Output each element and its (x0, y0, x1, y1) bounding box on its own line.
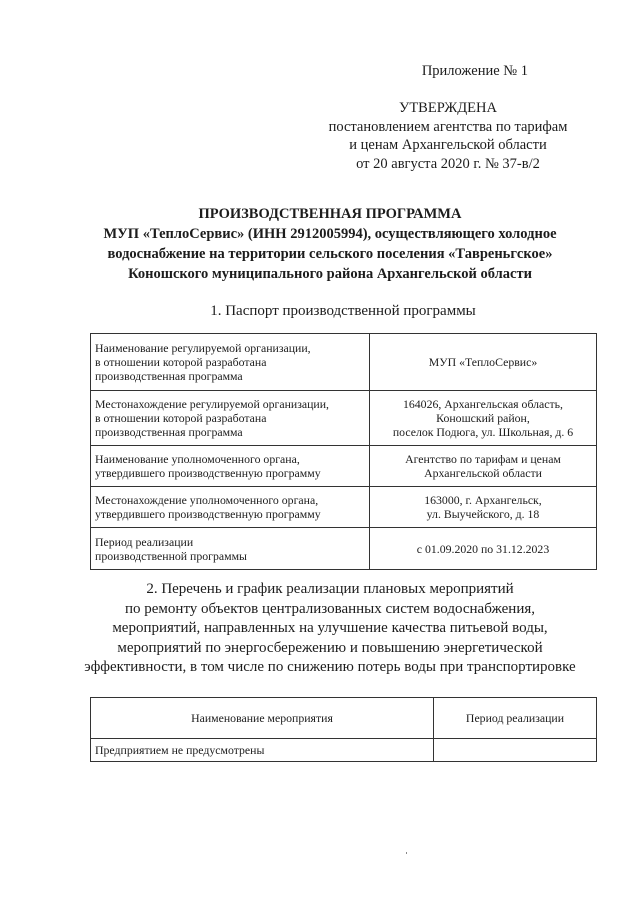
heading-line: эффективности, в том числе по снижению потерь воды при транспортировке (84, 659, 576, 675)
section1-heading: 1. Паспорт производственной программы (210, 303, 476, 319)
passport-value: с 01.09.2020 по 31.12.2023 (370, 528, 597, 570)
title-line: ПРОИЗВОДСТВЕННАЯ ПРОГРАММА (198, 206, 462, 222)
scan-speck (406, 852, 407, 854)
passport-table (90, 333, 597, 570)
table-row (91, 739, 597, 762)
event-cell: Предприятием не предусмотрены (91, 739, 434, 762)
approval-line: и ценам Архангельской области (349, 137, 547, 153)
section2-heading (60, 580, 600, 678)
table-row (91, 487, 597, 528)
heading-line: 2. Перечень и график реализации плановых мероприятий (146, 581, 514, 597)
program-title (60, 204, 600, 284)
approval-block (298, 99, 598, 173)
passport-value: Агентство по тарифам и ценам Архангельской области (370, 446, 597, 487)
appendix-note: Приложение № 1 (421, 63, 528, 79)
heading-line: по ремонту объектов централизованных систем водоснабжения, (124, 600, 535, 617)
passport-label: Наименование регулируемой организации, в отношении которой разработана производственная программа (91, 334, 370, 391)
approval-line: от 20 августа 2020 г. № 37-в/2 (356, 155, 540, 172)
approval-heading: УТВЕРЖДЕНА (399, 100, 497, 116)
events-table (90, 697, 597, 762)
table-header-row (91, 698, 597, 739)
period-cell (434, 739, 597, 762)
passport-label: Наименование уполномоченного органа, утвердившего производственную программу (91, 446, 370, 487)
column-header-period: Период реализации (434, 698, 597, 739)
approval-line: постановлением агентства по тарифам (328, 118, 568, 135)
table-row (91, 528, 597, 570)
passport-label: Период реализации производственной программы (91, 528, 370, 570)
passport-label: Местонахождение регулируемой организации, в отношении которой разработана производственная программа (91, 391, 370, 446)
table-row (91, 334, 597, 391)
title-line: водоснабжение на территории сельского поселения «Тавреньгское» (107, 246, 553, 262)
heading-line: мероприятий по энергосбережению и повышению энергетической (117, 639, 543, 656)
table-row (91, 446, 597, 487)
passport-value: 163000, г. Архангельск, ул. Выучейского, д. 18 (370, 487, 597, 528)
table-row (91, 391, 597, 446)
passport-value: 164026, Архангельская область, Коношский район, поселок Подюга, ул. Школьная, д. 6 (370, 391, 597, 446)
passport-value: МУП «ТеплоСервис» (370, 334, 597, 391)
title-line: Коношского муниципального района Архангельской области (128, 266, 532, 282)
heading-line: мероприятий, направленных на улучшение качества питьевой воды, (112, 620, 548, 636)
column-header-event: Наименование мероприятия (91, 698, 434, 739)
passport-label: Местонахождение уполномоченного органа, утвердившего производственную программу (91, 487, 370, 528)
title-line: МУП «ТеплоСервис» (ИНН 2912005994), осуществляющего холодное (103, 226, 557, 242)
